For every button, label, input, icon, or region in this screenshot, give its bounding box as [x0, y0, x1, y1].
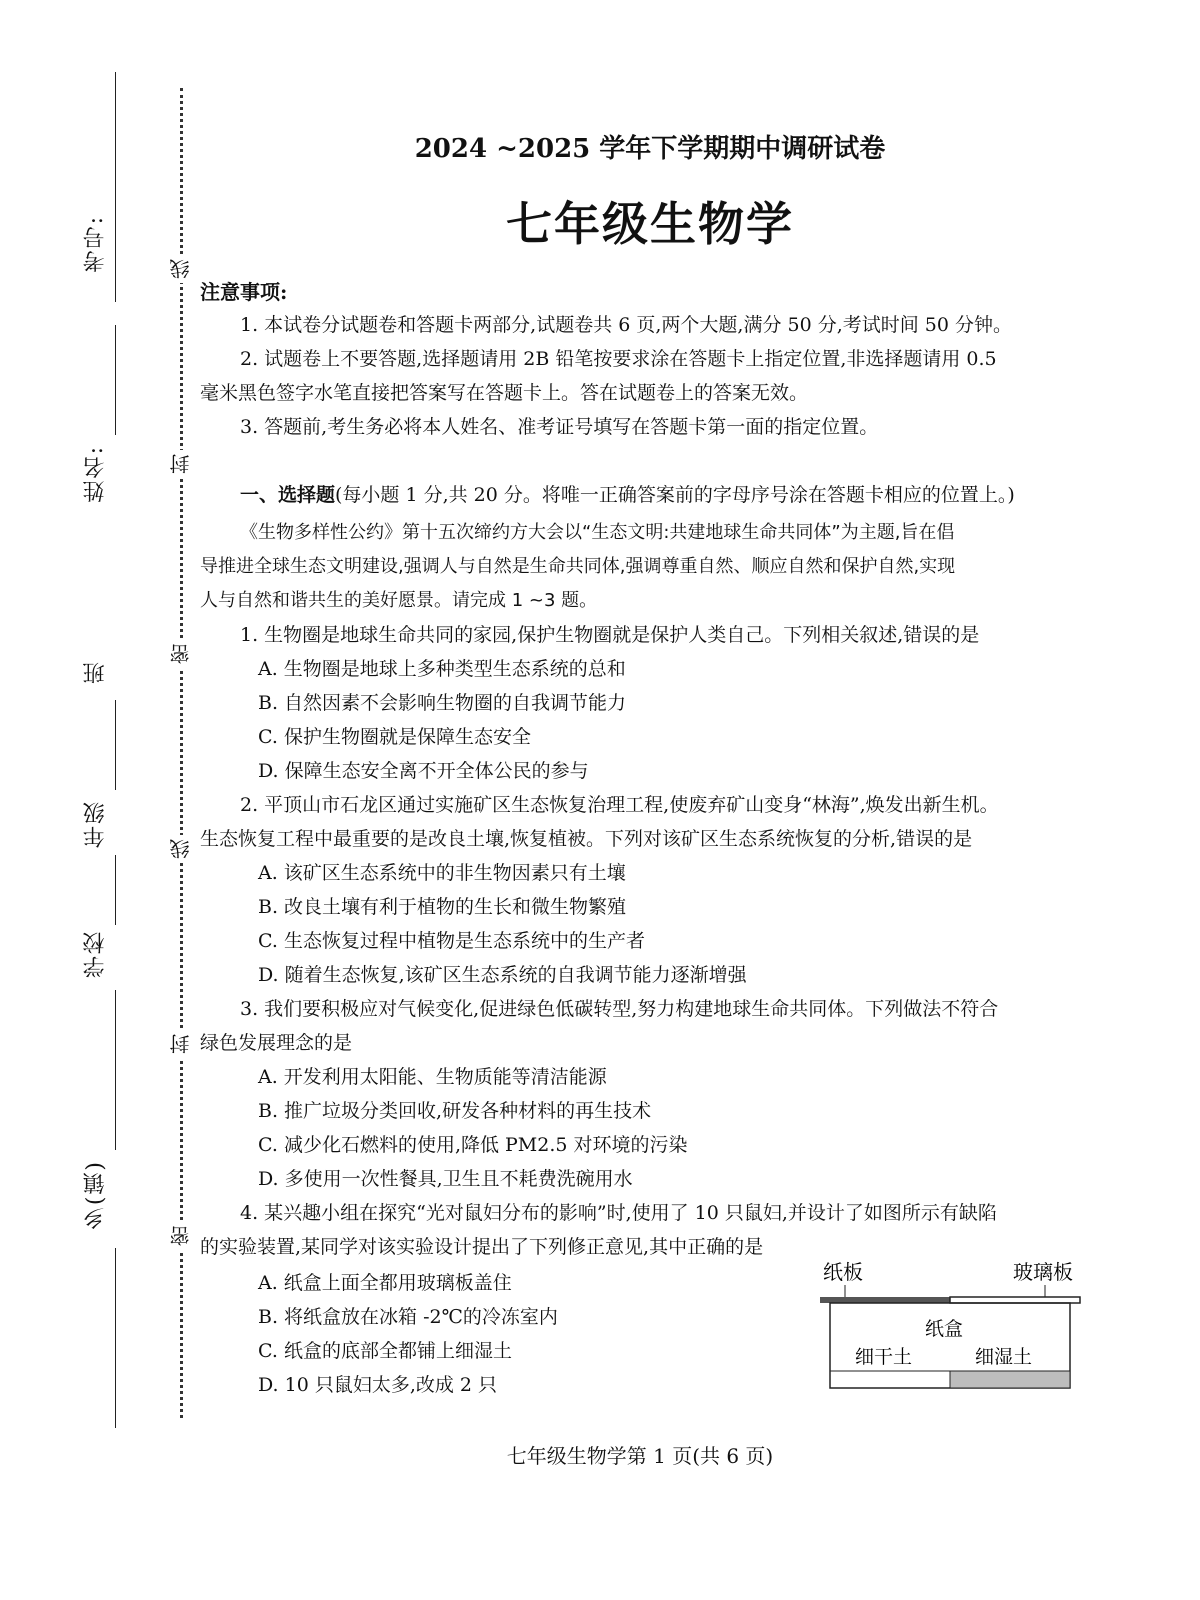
dry-soil-layer — [830, 1371, 950, 1388]
class-label: 班 — [83, 660, 108, 684]
binding-mark-line: 线 — [166, 835, 195, 863]
note-item: 毫米黑色签字水笔直接把答案写在答题卡上。答在试题卷上的答案无效。 — [200, 382, 809, 404]
experiment-diagram-svg — [805, 1255, 1100, 1395]
q1-option-d: D. 保障生态安全离不开全体公民的参与 — [258, 760, 589, 782]
q3-option-c: C. 减少化石燃料的使用,降低 PM2.5 对环境的污染 — [258, 1134, 688, 1156]
note-item: 1. 本试卷分试题卷和答题卡两部分,试题卷共 6 页,两个大题,满分 50 分,考试时间 50 分钟。 — [240, 314, 1013, 336]
q4-option-d: D. 10 只鼠妇太多,改成 2 只 — [258, 1374, 498, 1396]
binding-mark-seal: 封 — [166, 450, 195, 478]
binding-mark-secret: 密 — [166, 640, 195, 668]
notes-heading: 注意事项: — [200, 280, 288, 304]
q4-option-a: A. 纸盒上面全都用玻璃板盖住 — [258, 1272, 512, 1294]
q3-option-d: D. 多使用一次性餐具,卫生且不耗费洗碗用水 — [258, 1168, 633, 1190]
q3-option-a: A. 开发利用太阳能、生物质能等清洁能源 — [258, 1066, 607, 1088]
q2-option-a: A. 该矿区生态系统中的非生物因素只有土壤 — [258, 862, 626, 884]
glass-cover — [950, 1297, 1080, 1303]
q4-option-c: C. 纸盒的底部全都铺上细湿土 — [258, 1340, 512, 1362]
q2-option-c: C. 生态恢复过程中植物是生态系统中的生产者 — [258, 930, 645, 952]
question-2-stem-cont: 生态恢复工程中最重要的是改良土壤,恢复植被。下列对该矿区生态系统恢复的分析,错误的是 — [200, 828, 973, 850]
binding-mark-line: 线 — [166, 255, 195, 283]
q3-option-b: B. 推广垃圾分类回收,研发各种材料的再生技术 — [258, 1100, 652, 1122]
question-3-stem-cont: 绿色发展理念的是 — [200, 1032, 353, 1054]
q2-option-d: D. 随着生态恢复,该矿区生态系统的自我调节能力逐渐增强 — [258, 964, 747, 986]
q1-option-b: B. 自然因素不会影响生物圈的自我调节能力 — [258, 692, 627, 714]
section-detail: (每小题 1 分,共 20 分。将唯一正确答案前的字母序号涂在答题卡相应的位置上。) — [335, 484, 1015, 506]
q1-option-c: C. 保护生物圈就是保障生态安全 — [258, 726, 531, 748]
question-4-stem: 4. 某兴趣小组在探究“光对鼠妇分布的影响”时,使用了 10 只鼠妇,并设计了如图所示有缺陷 — [240, 1202, 997, 1224]
grade-rule — [115, 855, 116, 925]
section-title: 一、选择题 — [240, 484, 336, 506]
school-label: 学校 — [83, 930, 108, 978]
q2-option-b: B. 改良土壤有利于植物的生长和微生物繁殖 — [258, 896, 627, 918]
exam-no-label: 考号: — [83, 215, 108, 273]
school-rule — [115, 990, 116, 1150]
page-title: 七年级生物学 — [506, 197, 794, 251]
passage-line: 《生物多样性公约》第十五次缔约方大会以“生态文明:共建地球生命共同体”为主题,旨在倡 — [240, 522, 955, 543]
page-footer: 七年级生物学第 1 页(共 6 页) — [506, 1444, 774, 1468]
note-item: 3. 答题前,考生务必将本人姓名、准考证号填写在答题卡第一面的指定位置。 — [240, 416, 879, 438]
exam-no-rule — [115, 72, 116, 302]
question-1-stem: 1. 生物圈是地球生命共同的家园,保护生物圈就是保护人类自己。下列相关叙述,错误的是 — [240, 624, 980, 646]
cardboard-label: 纸板 — [823, 1260, 863, 1284]
cardboard-cover — [820, 1297, 950, 1303]
wet-soil-label: 细湿土 — [975, 1346, 1033, 1368]
question-2-stem: 2. 平顶山市石龙区通过实施矿区生态恢复治理工程,使废弃矿山变身“林海”,焕发出新生机。 — [240, 794, 999, 816]
wet-soil-layer — [950, 1371, 1070, 1388]
note-item: 2. 试题卷上不要答题,选择题请用 2B 铅笔按要求涂在答题卡上指定位置,非选择题请用 0.5 — [240, 348, 997, 370]
binding-mark-secret: 密 — [166, 1222, 195, 1250]
name-label: 姓名: — [83, 445, 108, 503]
q4-option-b: B. 将纸盒放在冰箱 -2℃的冷冻室内 — [258, 1306, 558, 1328]
class-rule — [115, 700, 116, 790]
experiment-diagram — [805, 1255, 1100, 1395]
question-4-stem-cont: 的实验装置,某同学对该实验设计提出了下列修正意见,其中正确的是 — [200, 1236, 764, 1258]
question-3-stem: 3. 我们要积极应对气候变化,促进绿色低碳转型,努力构建地球生命共同体。下列做法不符合 — [240, 998, 999, 1020]
township-label: 乡(镇) — [83, 1160, 108, 1230]
township-rule — [115, 1248, 116, 1428]
dry-soil-label: 细干土 — [855, 1346, 913, 1368]
binding-dotted-line — [180, 88, 183, 1418]
exam-subtitle: 2024 ~2025 学年下学期期中调研试卷 — [414, 134, 886, 164]
glass-label: 玻璃板 — [1013, 1260, 1073, 1284]
passage-line: 导推进全球生态文明建设,强调人与自然是生命共同体,强调尊重自然、顺应自然和保护自然,实现 — [200, 556, 956, 577]
section-heading — [240, 480, 1015, 507]
passage-line: 人与自然和谐共生的美好愿景。请完成 1 ~3 题。 — [200, 590, 598, 611]
q1-option-a: A. 生物圈是地球上多种类型生态系统的总和 — [258, 658, 626, 680]
grade-label: 年级 — [83, 800, 108, 848]
name-rule — [115, 325, 116, 435]
box-label: 纸盒 — [925, 1318, 964, 1340]
binding-mark-seal: 封 — [166, 1030, 195, 1058]
